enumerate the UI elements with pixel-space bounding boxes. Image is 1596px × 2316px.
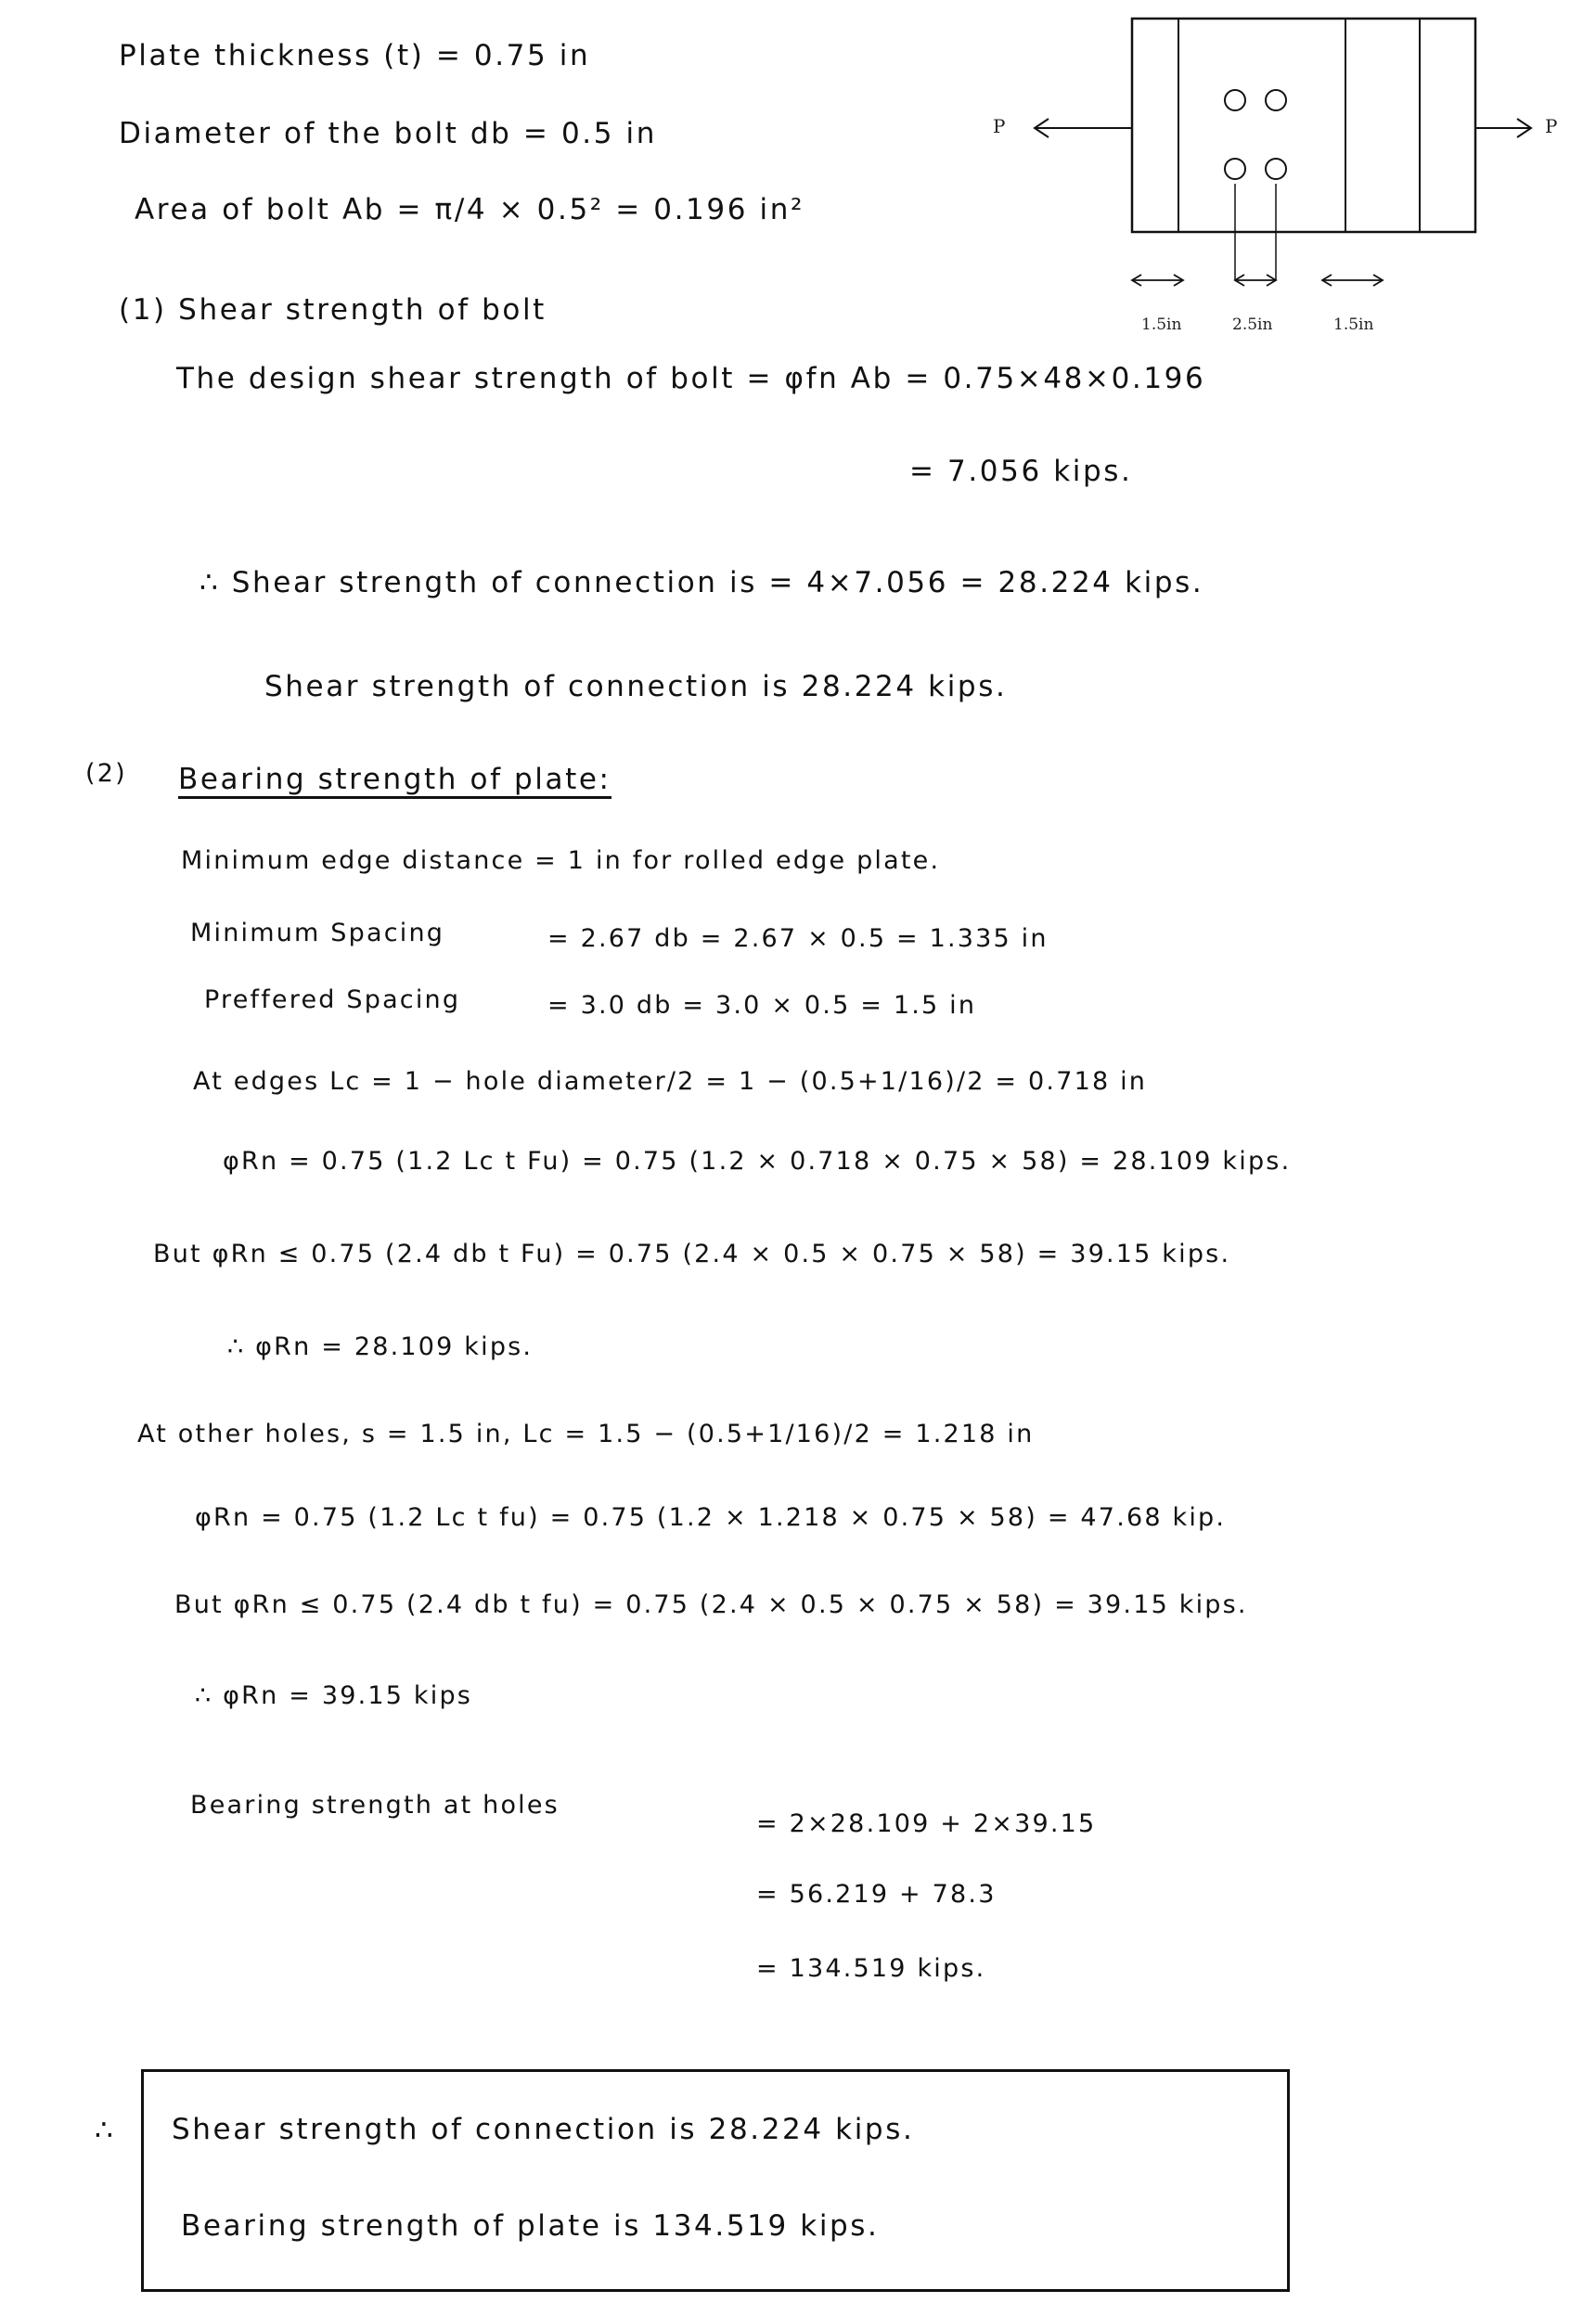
given-thickness: Plate thickness (t) = 0.75 in (119, 39, 591, 72)
dim-label-edge-right: 1.5in (1333, 315, 1374, 334)
load-label-left: P (993, 115, 1006, 137)
conclusion-therefore: ∴ (95, 2114, 116, 2147)
bearing-total-step-1: = 2×28.109 + 2×39.15 (756, 1809, 1097, 1838)
bearing-min-spacing-label: Minimum Spacing (190, 919, 445, 947)
bearing-total-label: Bearing strength at holes (190, 1791, 560, 1820)
bearing-pref-spacing-label: Preffered Spacing (204, 985, 461, 1014)
bearing-other-lc: At other holes, s = 1.5 in, Lc = 1.5 − (0.5+1/16)/2 = 1.218 in (137, 1420, 1035, 1448)
bearing-other-limit: But φRn ≤ 0.75 (2.4 db t fu) = 0.75 (2.4 × 0.5 × 0.75 × 58) = 39.15 kips. (174, 1590, 1248, 1619)
load-label-right: P (1545, 115, 1558, 137)
connection-diagram (993, 0, 1577, 356)
shear-connection-line: ∴ Shear strength of connection is = 4×7.056 = 28.224 kips. (200, 566, 1204, 599)
bolt-hole (1225, 90, 1245, 110)
bearing-pref-spacing-value: = 3.0 db = 3.0 × 0.5 = 1.5 in (547, 991, 977, 1020)
lap-joint-sketch (993, 0, 1577, 353)
bolt-hole (1266, 159, 1286, 179)
result-box (141, 2069, 1290, 2292)
bearing-min-edge: Minimum edge distance = 1 in for rolled edge plate. (181, 846, 941, 875)
bearing-other-phirn: φRn = 0.75 (1.2 Lc t fu) = 0.75 (1.2 × 1.218 × 0.75 × 58) = 47.68 kip. (195, 1503, 1227, 1532)
bearing-edges-lc: At edges Lc = 1 − hole diameter/2 = 1 − (0.5+1/16)/2 = 0.718 in (193, 1067, 1148, 1096)
bearing-edges-phirn: φRn = 0.75 (1.2 Lc t Fu) = 0.75 (1.2 × 0.718 × 0.75 × 58) = 28.109 kips. (223, 1147, 1292, 1176)
conclusion-bearing: Bearing strength of plate is 134.519 kips. (181, 2209, 880, 2243)
bearing-edges-limit: But φRn ≤ 0.75 (2.4 db t Fu) = 0.75 (2.4 × 0.5 × 0.75 × 58) = 39.15 kips. (153, 1240, 1231, 1268)
bolt-hole (1225, 159, 1245, 179)
bearing-other-result: ∴ φRn = 39.15 kips (195, 1681, 473, 1710)
dim-label-spacing: 2.5in (1232, 315, 1273, 334)
bearing-total-step-3: = 134.519 kips. (756, 1954, 986, 1983)
shear-design-result: = 7.056 kips. (909, 455, 1133, 488)
plate-outline (1132, 19, 1475, 232)
given-area: Area of bolt Ab = π/4 × 0.5² = 0.196 in² (135, 193, 804, 226)
given-diameter: Diameter of the bolt db = 0.5 in (119, 117, 657, 150)
bearing-heading: Bearing strength of plate: (178, 763, 611, 799)
bearing-min-spacing-value: = 2.67 db = 2.67 × 0.5 = 1.335 in (547, 924, 1049, 953)
bearing-edges-result: ∴ φRn = 28.109 kips. (227, 1332, 534, 1361)
dim-label-edge-left: 1.5in (1141, 315, 1182, 334)
bolt-hole (1266, 90, 1286, 110)
shear-heading: (1) Shear strength of bolt (119, 293, 547, 327)
shear-design-line: The design shear strength of bolt = φfn Ab = 0.75×48×0.196 (176, 362, 1206, 395)
shear-summary: Shear strength of connection is 28.224 kips. (264, 670, 1008, 703)
bearing-number: (2) (85, 759, 127, 788)
conclusion-shear: Shear strength of connection is 28.224 kips. (172, 2113, 915, 2146)
bearing-total-step-2: = 56.219 + 78.3 (756, 1880, 997, 1909)
